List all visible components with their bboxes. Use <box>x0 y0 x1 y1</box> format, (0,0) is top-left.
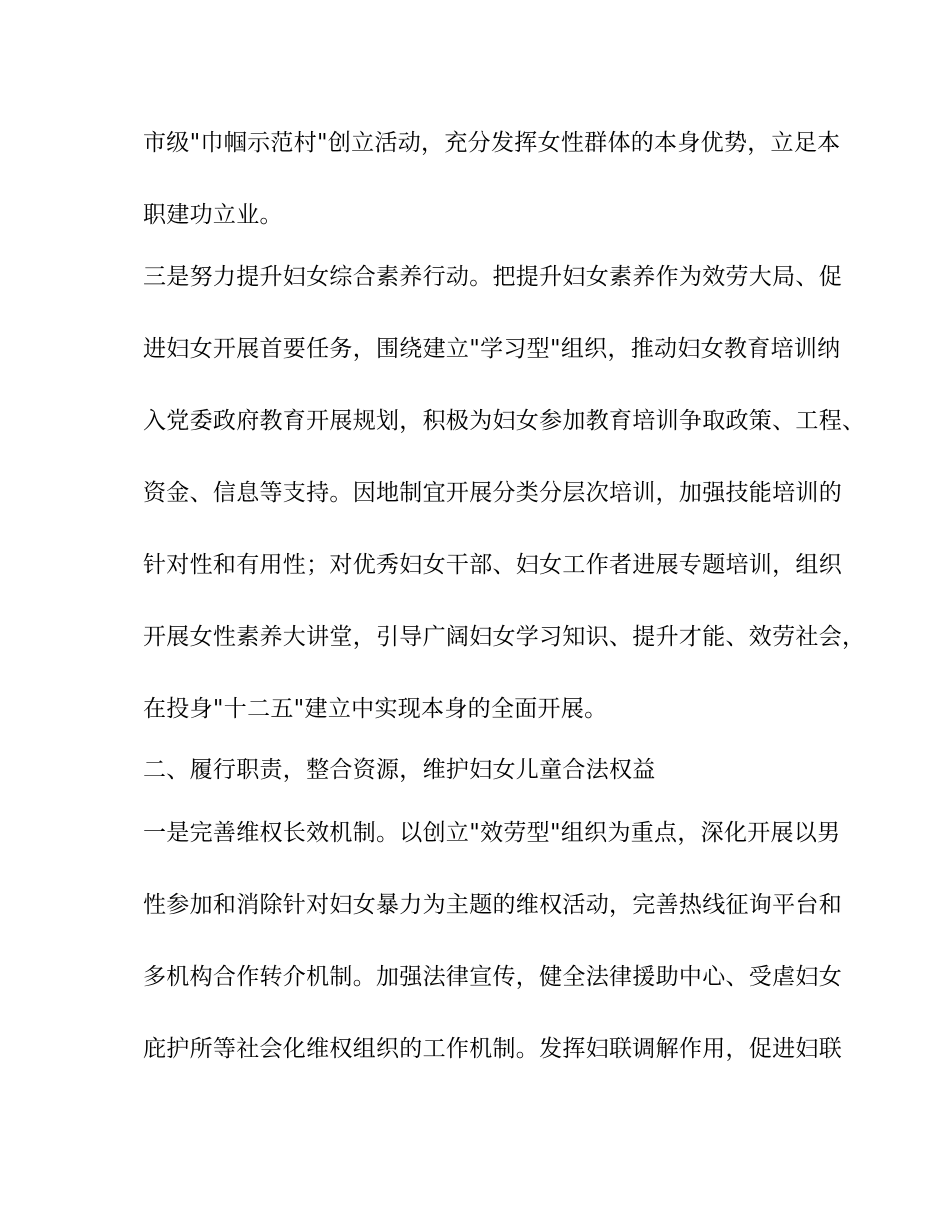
text-line: 进妇女开展首要任务，围绕建立"学习型"组织，推动妇女教育培训纳 <box>143 336 841 362</box>
text-line: 性参加和消除针对妇女暴力为主题的维权活动，完善热线征询平台和 <box>143 892 842 918</box>
text-line: 针对性和有用性；对优秀妇女干部、妇女工作者进展专题培训，组织 <box>143 552 842 578</box>
text-line: 入党委政府教育开展规划，积极为妇女参加教育培训争取政策、工程、 <box>143 408 866 434</box>
text-line: 一是完善维权长效机制。以创立"效劳型"组织为重点，深化开展以男 <box>143 820 841 846</box>
text-line: 市级"巾帼示范村"创立活动，充分发挥女性群体的本身优势，立足本 <box>143 130 841 156</box>
text-line: 庇护所等社会化维权组织的工作机制。发挥妇联调解作用，促进妇联 <box>143 1036 842 1062</box>
text-line: 开展女性素养大讲堂，引导广阔妇女学习知识、提升才能、效劳社会， <box>143 624 866 650</box>
text-line: 在投身"十二五"建立中实现本身的全面开展。 <box>143 696 608 722</box>
text-line: 三是努力提升妇女综合素养行动。把提升妇女素养作为效劳大局、促 <box>143 264 842 290</box>
text-line: 多机构合作转介机制。加强法律宣传，健全法律援助中心、受虐妇女 <box>143 964 842 990</box>
section-heading: 二、履行职责，整合资源，维护妇女儿童合法权益 <box>143 757 656 783</box>
text-line: 资金、信息等支持。因地制宜开展分类分层次培训，加强技能培训的 <box>143 480 842 506</box>
text-line: 职建功立业。 <box>143 202 283 228</box>
